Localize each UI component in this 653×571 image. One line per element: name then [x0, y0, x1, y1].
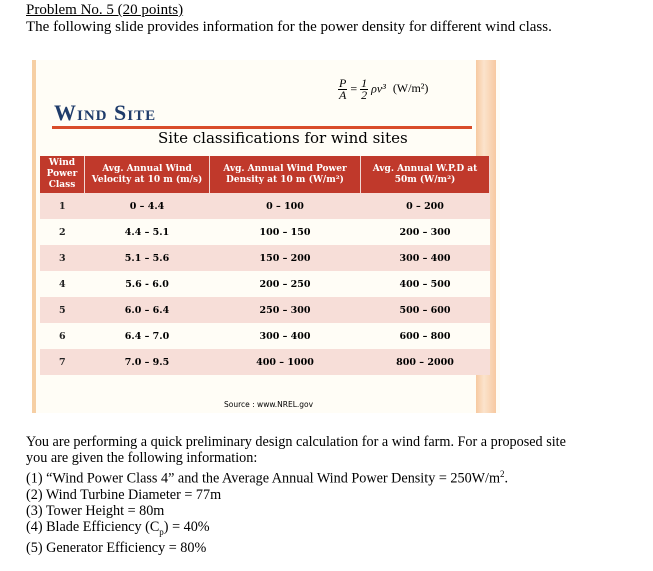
table-cell: 1	[40, 193, 85, 219]
table-cell: 100 – 150	[210, 219, 361, 245]
header-wind-class: Wind Power Class	[40, 156, 85, 193]
table-cell: 400 – 500	[361, 271, 490, 297]
table-cell: 200 – 300	[361, 219, 490, 245]
table-cell: 6	[40, 323, 85, 349]
table-cell: 5.1 – 5.6	[85, 245, 210, 271]
table-cell: 3	[40, 245, 85, 271]
table-row	[40, 193, 490, 219]
header-velocity: Avg. Annual Wind Velocity at 10 m (m/s)	[85, 156, 210, 193]
table-cell: 4	[40, 271, 85, 297]
table-cell: 400 – 1000	[210, 349, 361, 375]
given-line: You are performing a quick preliminary design calculation for a wind farm. For a proposed site	[26, 434, 566, 450]
table-cell: 250 – 300	[210, 297, 361, 323]
table-cell: 0 – 4.4	[85, 193, 210, 219]
problem-intro: The following slide provides information for the power density for different wind class.	[26, 19, 552, 35]
table-cell: 500 – 600	[361, 297, 490, 323]
table-row	[40, 219, 490, 245]
table-row	[40, 271, 490, 297]
table-cell: 2	[40, 219, 85, 245]
table-cell: 4.4 – 5.1	[85, 219, 210, 245]
table-row	[40, 297, 490, 323]
table-cell: 5.6 - 6.0	[85, 271, 210, 297]
table-cell: 300 – 400	[210, 323, 361, 349]
table-cell: 0 – 100	[210, 193, 361, 219]
table-cell: 300 – 400	[361, 245, 490, 271]
given-line: (5) Generator Efficiency = 80%	[26, 539, 207, 556]
given-line: (1) “Wind Power Class 4” and the Average Annual Wind Power Density = $250W/m^2$.	[26, 469, 509, 487]
table-cell: 6.4 – 7.0	[85, 323, 210, 349]
table-header-row	[40, 156, 490, 193]
table-cell: 150 – 200	[210, 245, 361, 271]
table-cell: 0 – 200	[361, 193, 490, 219]
wind-class-table	[40, 156, 490, 375]
source-citation: Source : www.NREL.gov	[224, 400, 314, 409]
slide-subtitle: Site classifications for wind sites	[158, 129, 408, 147]
given-information	[26, 434, 646, 556]
table-cell: 200 – 250	[210, 271, 361, 297]
table-row	[40, 349, 490, 375]
given-line: (2) Wind Turbine Diameter = 77m	[26, 486, 222, 503]
power-density-formula: $\frac{P}{A}$ = $\frac{1}{2}$ ρv³ (W/m²)	[339, 76, 429, 102]
table-cell: 7.0 – 9.5	[85, 349, 210, 375]
header-density-50m: Avg. Annual W.P.D at 50m (W/m²)	[361, 156, 490, 193]
table-cell: 7	[40, 349, 85, 375]
slide-title: Wind Site	[54, 100, 157, 125]
table-cell: 600 – 800	[361, 323, 490, 349]
problem-heading: Problem No. 5 (20 points)	[26, 2, 184, 18]
given-line: you are given the following information:	[26, 450, 258, 466]
table-cell: 6.0 – 6.4	[85, 297, 210, 323]
table-row	[40, 323, 490, 349]
given-line: (3) Tower Height = 80m	[26, 502, 165, 519]
given-line: (4) Blade Efficiency $(C_p) = 40\%$	[26, 518, 210, 537]
table-row	[40, 245, 490, 271]
table-cell: 800 – 2000	[361, 349, 490, 375]
table-cell: 5	[40, 297, 85, 323]
header-density-10m: Avg. Annual Wind Power Density at 10 m (W/m²)	[210, 156, 361, 193]
